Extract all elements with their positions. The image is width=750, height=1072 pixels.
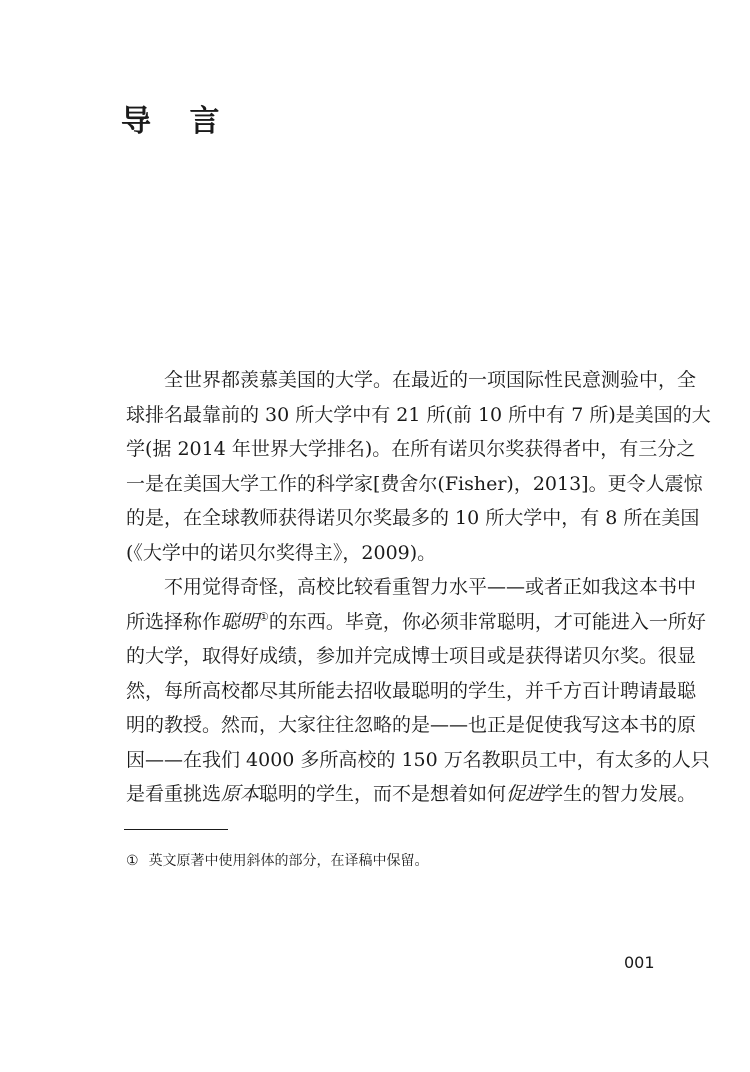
paragraph-1-line-1: 全世界都羡慕美国的大学。在最近的一项国际性民意测验中，全 bbox=[164, 369, 697, 391]
paragraph-1-line-2: 球排名最靠前的 30 所大学中有 21 所(前 10 所中有 7 所)是美国的大 bbox=[126, 403, 711, 426]
paragraph-2-line-1: 不用觉得奇怪，高校比较看重智力水平——或者正如我这本书中 bbox=[164, 576, 697, 598]
text-segment: 学生的智力发展。 bbox=[544, 783, 697, 805]
page-number: 001 bbox=[624, 953, 655, 972]
paragraph-2-line-2 bbox=[126, 605, 706, 640]
body-text bbox=[126, 363, 711, 812]
paragraph-1-line-6: (《大学中的诺贝尔奖得主》，2009)。 bbox=[126, 541, 437, 564]
paragraph-2-line-3: 的大学，取得好成绩，参加并完成博士项目或是获得诺贝尔奖。很显 bbox=[126, 645, 697, 667]
italic-term-promote: 促进 bbox=[506, 783, 545, 805]
paragraph-2-line-4: 然，每所高校都尽其所能去招收最聪明的学生，并千方百计聘请最聪 bbox=[126, 679, 697, 702]
paragraph-1-line-3: 学(据 2014 年世界大学排名)。在所有诺贝尔奖获得者中，有三分之 bbox=[126, 438, 696, 460]
footnote-marker: ① bbox=[126, 853, 139, 869]
text-segment: 聪明的学生，而不是想着如何 bbox=[259, 783, 507, 805]
italic-term-smart: 聪明 bbox=[221, 610, 260, 633]
chapter-title: 导 言 bbox=[121, 104, 234, 139]
footnote-reference[interactable]: ① bbox=[259, 610, 269, 624]
paragraph-2-line-5: 明的教授。然而，大家往往忽略的是——也正是促使我写这本书的原 bbox=[126, 714, 697, 736]
text-segment: 的东西。毕竟，你必须非常聪明，才可能进入一所好 bbox=[268, 610, 706, 633]
footnote-divider bbox=[124, 829, 228, 830]
paragraph-2-line-7 bbox=[126, 777, 697, 812]
footnote bbox=[126, 850, 429, 870]
paragraph-1-line-4: 一是在美国大学工作的科学家[费舍尔(Fisher)，2013]。更令人震惊 bbox=[126, 472, 703, 495]
paragraph-1-line-5: 的是，在全球教师获得诺贝尔奖最多的 10 所大学中，有 8 所在美国 bbox=[126, 507, 700, 529]
paragraph-2-line-6: 因——在我们 4000 多所高校的 150 万名教职员工中，有太多的人只 bbox=[126, 748, 710, 771]
text-segment: 是看重挑选 bbox=[126, 783, 222, 805]
footnote-text: 英文原著中使用斜体的部分，在译稿中保留。 bbox=[148, 853, 429, 869]
text-segment: 所选择称作 bbox=[126, 610, 222, 633]
italic-term-originally: 原本 bbox=[221, 783, 260, 805]
